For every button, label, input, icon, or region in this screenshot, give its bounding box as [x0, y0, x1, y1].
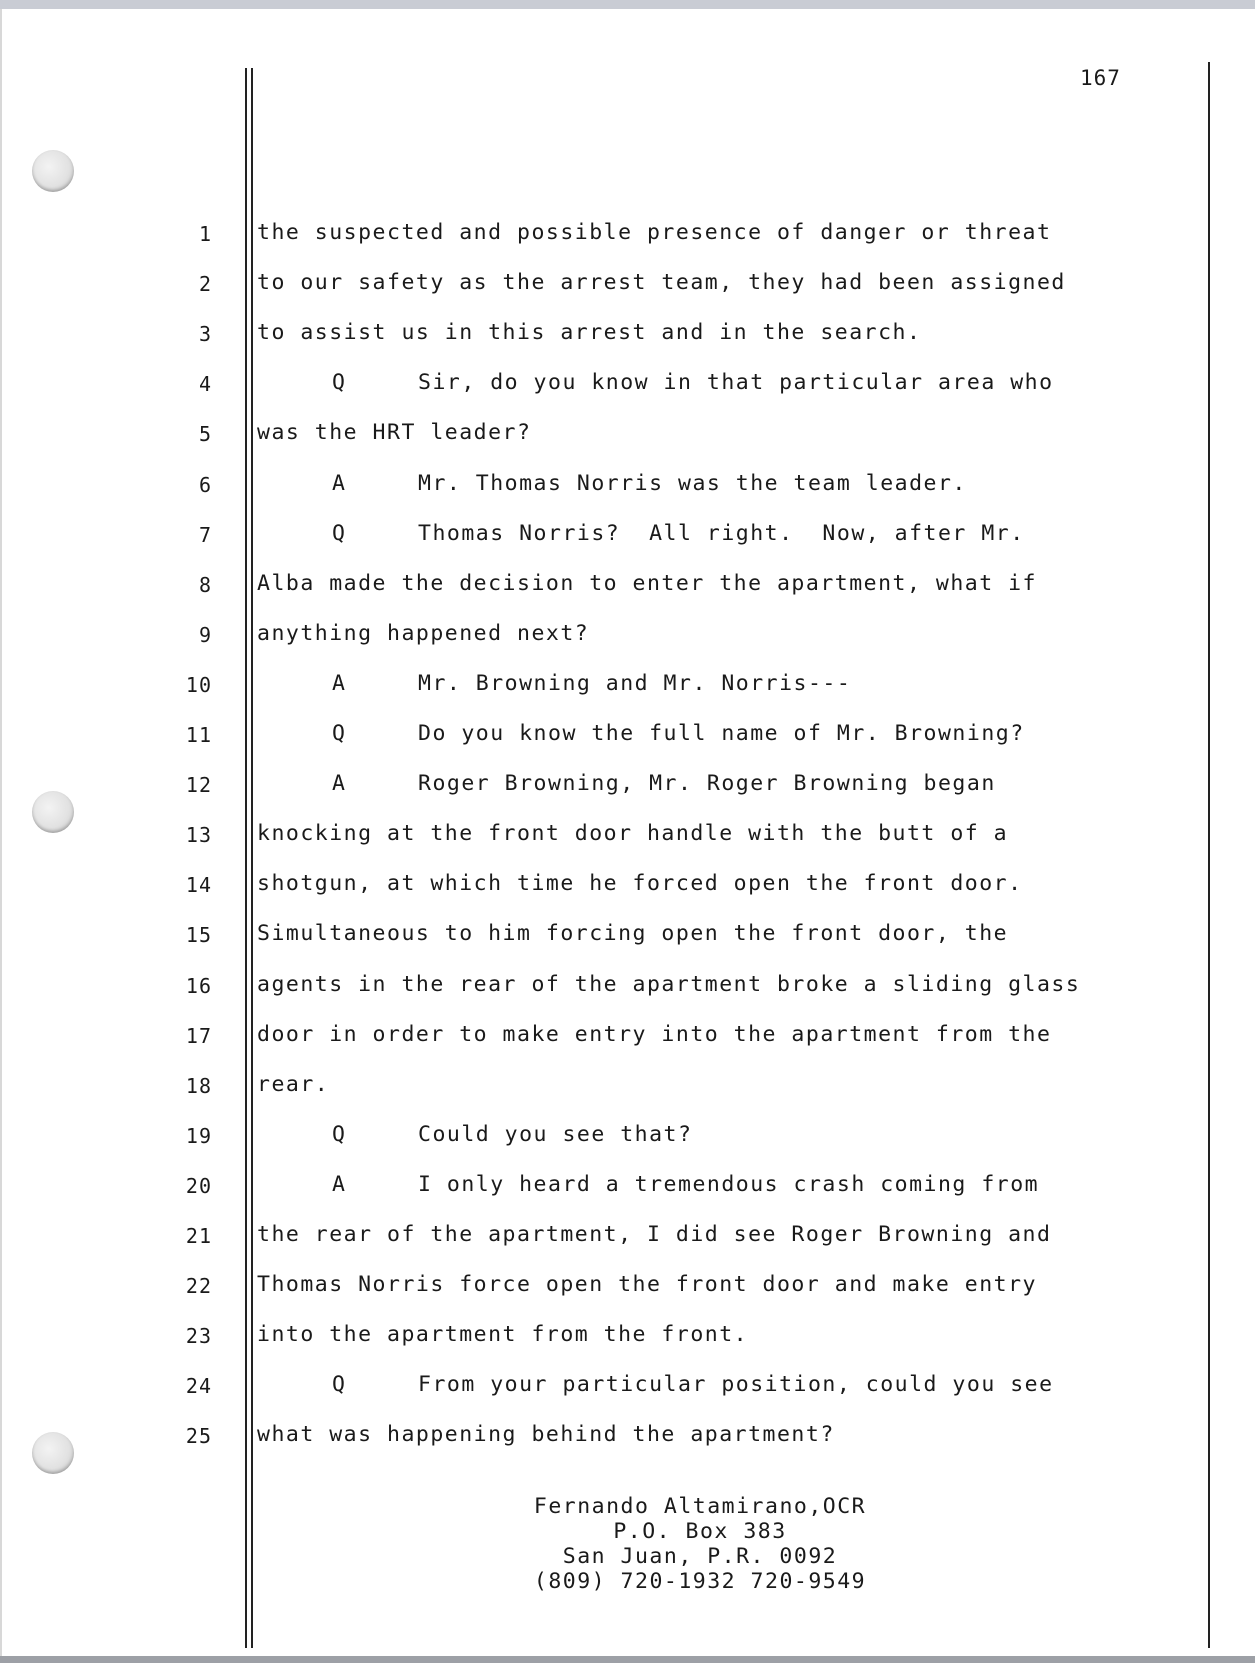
scan-top-edge — [0, 0, 1255, 9]
line-text: I only heard a tremendous crash coming from — [418, 1172, 1040, 1197]
line-number: 4 — [198, 372, 212, 396]
line-text: what was happening behind the apartment? — [257, 1422, 835, 1447]
line-number: 12 — [185, 773, 212, 797]
transcript-line — [257, 1322, 1137, 1347]
line-number: 8 — [198, 573, 212, 597]
reporter-name: Fernando Altamirano,OCR — [533, 1494, 867, 1519]
line-number: 6 — [198, 473, 212, 497]
line-number: 13 — [185, 823, 212, 847]
line-text: Do you know the full name of Mr. Browning? — [418, 721, 1025, 746]
transcript-line — [257, 571, 1137, 596]
transcript-line — [257, 721, 1137, 746]
transcript-line — [257, 671, 1137, 696]
speaker-label: Q — [332, 370, 347, 395]
scan-bottom-edge — [0, 1656, 1255, 1663]
reporter-phones: (809) 720-1932 720-9549 — [533, 1569, 867, 1594]
line-text: Simultaneous to him forcing open the front door, the — [257, 921, 1009, 946]
reporter-po-box: P.O. Box 383 — [613, 1519, 787, 1544]
line-text: shotgun, at which time he forced open the front door. — [257, 871, 1023, 896]
line-number: 15 — [185, 923, 212, 947]
line-number: 16 — [185, 974, 212, 998]
line-text: the suspected and possible presence of danger or threat — [257, 220, 1052, 245]
transcript-line — [257, 220, 1137, 245]
line-text: Thomas Norris force open the front door and make entry — [257, 1272, 1037, 1297]
line-text: Thomas Norris? All right. Now, after Mr. — [418, 521, 1025, 546]
line-number: 21 — [185, 1224, 212, 1248]
line-text: anything happened next? — [257, 621, 590, 646]
transcript-line — [257, 1372, 1137, 1397]
transcript-line — [257, 771, 1137, 796]
page-number: 167 — [1080, 66, 1121, 90]
transcript-line — [257, 1422, 1137, 1447]
line-text: agents in the rear of the apartment broke a sliding glass — [257, 972, 1081, 997]
transcript-line — [257, 1072, 1137, 1097]
transcript-line — [257, 1272, 1137, 1297]
line-number: 7 — [198, 523, 212, 547]
line-number: 24 — [185, 1374, 212, 1398]
transcript-line — [257, 921, 1137, 946]
transcript-line — [257, 821, 1137, 846]
line-number: 17 — [185, 1024, 212, 1048]
line-number: 2 — [198, 272, 212, 296]
line-number: 18 — [185, 1074, 212, 1098]
transcript-line — [257, 471, 1137, 496]
transcript-line — [257, 1172, 1137, 1197]
line-text: was the HRT leader? — [257, 420, 532, 445]
line-number: 11 — [185, 723, 212, 747]
speaker-label: A — [332, 771, 347, 796]
transcript-line — [257, 972, 1137, 997]
speaker-label: Q — [332, 1372, 347, 1397]
line-number: 5 — [198, 422, 212, 446]
transcript-line — [257, 621, 1137, 646]
speaker-label: Q — [332, 1122, 347, 1147]
line-number: 20 — [185, 1174, 212, 1198]
right-margin-rule — [1208, 62, 1210, 1648]
line-text: the rear of the apartment, I did see Roger Browning and — [257, 1222, 1052, 1247]
punch-hole-middle — [32, 791, 74, 833]
left-margin-rule-outer — [245, 68, 247, 1648]
transcript-line — [257, 270, 1137, 295]
speaker-label: Q — [332, 721, 347, 746]
line-text: Alba made the decision to enter the apartment, what if — [257, 571, 1037, 596]
line-text: From your particular position, could you see — [418, 1372, 1054, 1397]
line-number: 25 — [185, 1424, 212, 1448]
speaker-label: A — [332, 1172, 347, 1197]
line-text: Mr. Browning and Mr. Norris--- — [418, 671, 852, 696]
line-number: 3 — [198, 322, 212, 346]
line-number: 14 — [185, 873, 212, 897]
line-text: rear. — [257, 1072, 330, 1097]
speaker-label: Q — [332, 521, 347, 546]
punch-hole-bottom — [32, 1432, 74, 1474]
left-margin-rule-inner — [251, 68, 253, 1648]
transcript-line — [257, 320, 1137, 345]
transcript-line — [257, 1222, 1137, 1247]
line-text: Could you see that? — [418, 1122, 693, 1147]
line-number: 19 — [185, 1124, 212, 1148]
line-number: 23 — [185, 1324, 212, 1348]
line-text: into the apartment from the front. — [257, 1322, 749, 1347]
line-number: 9 — [198, 623, 212, 647]
line-text: Roger Browning, Mr. Roger Browning began — [418, 771, 996, 796]
reporter-city: San Juan, P.R. 0092 — [562, 1544, 838, 1569]
line-text: knocking at the front door handle with the butt of a — [257, 821, 1009, 846]
line-number: 10 — [185, 673, 212, 697]
speaker-label: A — [332, 471, 347, 496]
transcript-line — [257, 420, 1137, 445]
line-text: Sir, do you know in that particular area who — [418, 370, 1054, 395]
transcript-line — [257, 1022, 1137, 1047]
line-text: to assist us in this arrest and in the search. — [257, 320, 922, 345]
line-text: Mr. Thomas Norris was the team leader. — [418, 471, 967, 496]
punch-hole-top — [32, 150, 74, 192]
transcript-line — [257, 521, 1137, 546]
transcript-line — [257, 370, 1137, 395]
line-text: door in order to make entry into the apartment from the — [257, 1022, 1052, 1047]
line-text: to our safety as the arrest team, they had been assigned — [257, 270, 1066, 295]
line-number: 1 — [198, 222, 212, 246]
transcript-line — [257, 1122, 1137, 1147]
transcript-line — [257, 871, 1137, 896]
line-number: 22 — [185, 1274, 212, 1298]
speaker-label: A — [332, 671, 347, 696]
scan-left-edge — [0, 9, 2, 1656]
reporter-footer — [420, 1494, 980, 1594]
